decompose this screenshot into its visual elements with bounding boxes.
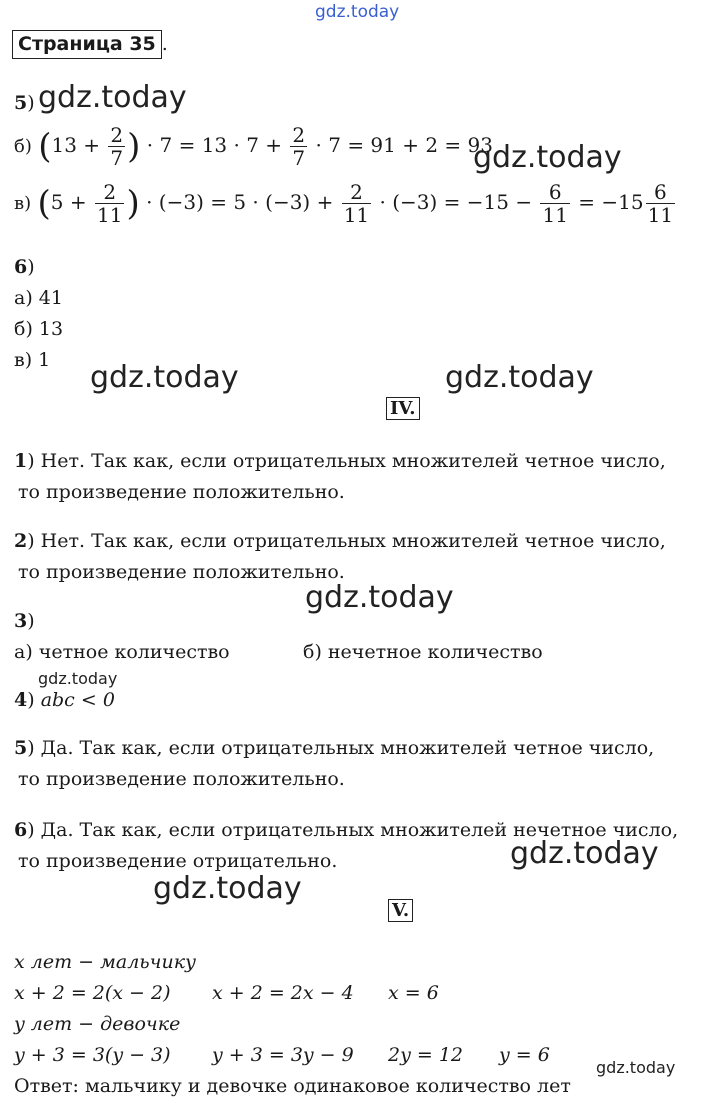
equation-5v: в) (5 + $\frac{2}{11}$ ) · (−3) = 5 · (−3) + $\frac{2}{11}$ · (−3) = −15 − $\frac{6}{11}$ = −15 $\frac{6}{11}$ xyxy=(14,180,674,227)
solution-line-2a: x + 2 = 2(x − 2) xyxy=(14,982,171,1004)
answer-4-5-line2: то произведение положительно. xyxy=(18,768,345,790)
section-v-label: V. xyxy=(388,900,413,922)
answer-4-5-line1: 5) Да. Так как, если отрицательных множителей четное число, xyxy=(14,737,655,759)
answer-4-2-line1: 2) Нет. Так как, если отрицательных множителей четное число, xyxy=(14,530,666,552)
answer-4-3b: б) нечетное количество xyxy=(303,641,543,663)
problem-5-number: 5) xyxy=(14,92,35,114)
watermark: gdz.today xyxy=(473,140,622,175)
answer-6v: в) 1 xyxy=(14,349,51,371)
watermark: gdz.today xyxy=(315,2,400,22)
section-iv-label: IV. xyxy=(386,398,420,420)
page-header: Страница 35 . xyxy=(12,32,168,56)
watermark: gdz.today xyxy=(90,360,239,395)
problem-6-number: 6) xyxy=(14,256,35,278)
solution-line-4b: y + 3 = 3y − 9 xyxy=(212,1044,354,1066)
watermark: gdz.today xyxy=(38,80,187,115)
equation-5b: б) (13 + $\frac{2}{7}$ ) · 7 = 13 · 7 + $\frac{2}{7}$ · 7 = 91 + 2 = 93 xyxy=(14,123,493,170)
solution-line-4a: y + 3 = 3(y − 3) xyxy=(14,1044,171,1066)
solution-line-4c: 2y = 12 xyxy=(388,1044,463,1066)
answer-6b: б) 13 xyxy=(14,318,64,340)
watermark: gdz.today xyxy=(510,836,659,871)
answer-4-2-line2: то произведение положительно. xyxy=(18,561,345,583)
watermark: gdz.today xyxy=(38,669,118,688)
watermark: gdz.today xyxy=(596,1058,676,1077)
watermark: gdz.today xyxy=(305,580,454,615)
solution-line-3: y лет − девочке xyxy=(14,1013,181,1035)
answer-4-6-line2: то произведение отрицательно. xyxy=(18,850,338,872)
solution-line-4d: y = 6 xyxy=(499,1044,550,1066)
solution-line-2c: x = 6 xyxy=(388,982,439,1004)
answer-4-1-line1: 1) Нет. Так как, если отрицательных множителей четное число, xyxy=(14,450,666,472)
watermark: gdz.today xyxy=(153,871,302,906)
watermark: gdz.today xyxy=(445,360,594,395)
solution-answer: Ответ: мальчику и девочке одинаковое количество лет xyxy=(14,1075,571,1097)
answer-4-3-number: 3) xyxy=(14,610,35,632)
page-label: Страница 35 xyxy=(12,30,162,59)
answer-4-3a: а) четное количество xyxy=(14,641,230,663)
solution-line-2b: x + 2 = 2x − 4 xyxy=(212,982,354,1004)
solution-line-1: x лет − мальчику xyxy=(14,951,197,973)
answer-6a: а) 41 xyxy=(14,287,63,309)
answer-4-4: 4) abc < 0 xyxy=(14,689,115,711)
answer-4-1-line2: то произведение положительно. xyxy=(18,481,345,503)
answer-4-6-line1: 6) Да. Так как, если отрицательных множителей нечетное число, xyxy=(14,819,679,841)
